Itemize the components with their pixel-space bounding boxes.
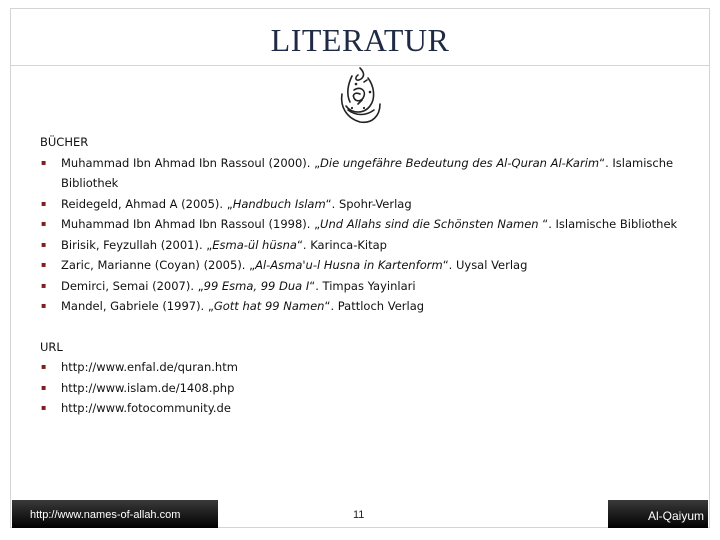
book-title: Al-Asma'u-l Husna in Kartenform <box>255 258 443 272</box>
slide-content <box>40 132 690 419</box>
url-item <box>40 357 690 378</box>
url-link[interactable]: http://www.fotocommunity.de <box>61 401 231 415</box>
url-heading: URL <box>40 339 63 354</box>
book-entry <box>40 194 690 215</box>
bullet-icon: ▪ <box>41 362 47 371</box>
book-entry <box>40 235 690 256</box>
footer <box>12 500 708 528</box>
book-entry <box>40 296 690 317</box>
book-title: Handbuch Islam <box>232 196 326 211</box>
book-author-year: Birisik, Feyzullah (2001). „ <box>61 237 213 252</box>
calligraphy-emblem <box>334 64 386 130</box>
url-link[interactable]: http://www.islam.de/1408.php <box>61 380 235 395</box>
book-author-year: Demirci, Semai (2007). „ <box>61 278 204 293</box>
bullet-icon: ▪ <box>41 219 47 228</box>
bullet-icon: ▪ <box>41 260 47 269</box>
book-title: Esma-ül hüsna <box>212 237 297 252</box>
bullet-icon: ▪ <box>41 157 47 167</box>
book-entry <box>40 276 690 297</box>
book-author-year: Reidegeld, Ahmad A (2005). „ <box>61 196 233 211</box>
url-list <box>40 357 690 419</box>
book-title: Und Allahs sind die Schönsten Namen <box>320 217 543 231</box>
book-title: Die ungefähre Bedeutung des Al-Quran Al-Karim <box>320 155 600 170</box>
bullet-icon: ▪ <box>41 280 47 290</box>
page-number: 11 <box>353 509 365 521</box>
url-link[interactable]: http://www.enfal.de/quran.htm <box>61 360 238 374</box>
title-band <box>10 8 710 66</box>
bullet-icon: ▪ <box>41 198 47 208</box>
url-item <box>40 378 690 399</box>
bullet-icon: ▪ <box>41 301 47 310</box>
bullet-icon: ▪ <box>41 239 47 249</box>
book-publisher: “. Spohr-Verlag <box>325 196 412 211</box>
book-author-year: Zaric, Marianne (Coyan) (2005). „ <box>61 258 256 272</box>
books-heading: BÜCHER <box>40 135 89 149</box>
book-publisher: “. Timpas Yayinlari <box>309 278 416 293</box>
book-entry <box>40 255 690 276</box>
book-title: 99 Esma, 99 Dua I <box>203 278 310 293</box>
book-entry <box>40 153 690 194</box>
book-publisher: “. Karinca-Kitap <box>296 237 387 252</box>
footer-name: Al-Qaiyum <box>608 500 708 528</box>
book-publisher: “. Pattloch Verlag <box>324 299 425 313</box>
book-author-year: Muhammad Ibn Ahmad Ibn Rassoul (1998). „ <box>61 217 321 231</box>
book-list <box>40 153 690 317</box>
book-publisher: “. Uysal Verlag <box>442 258 528 272</box>
bullet-icon: ▪ <box>41 382 47 392</box>
book-entry <box>40 214 690 235</box>
book-author-year: Mandel, Gabriele (1997). „ <box>61 299 214 313</box>
book-publisher: “. Islamische Bibliothek <box>61 155 674 190</box>
url-item <box>40 398 690 419</box>
book-title: Gott hat 99 Namen <box>213 299 325 313</box>
slide-title: LITERATUR <box>270 22 450 58</box>
bullet-icon: ▪ <box>41 403 47 412</box>
book-author-year: Muhammad Ibn Ahmad Ibn Rassoul (2000). „ <box>61 155 321 170</box>
footer-url: http://www.names-of-allah.com <box>12 500 218 528</box>
book-publisher: “. Islamische Bibliothek <box>542 217 678 231</box>
